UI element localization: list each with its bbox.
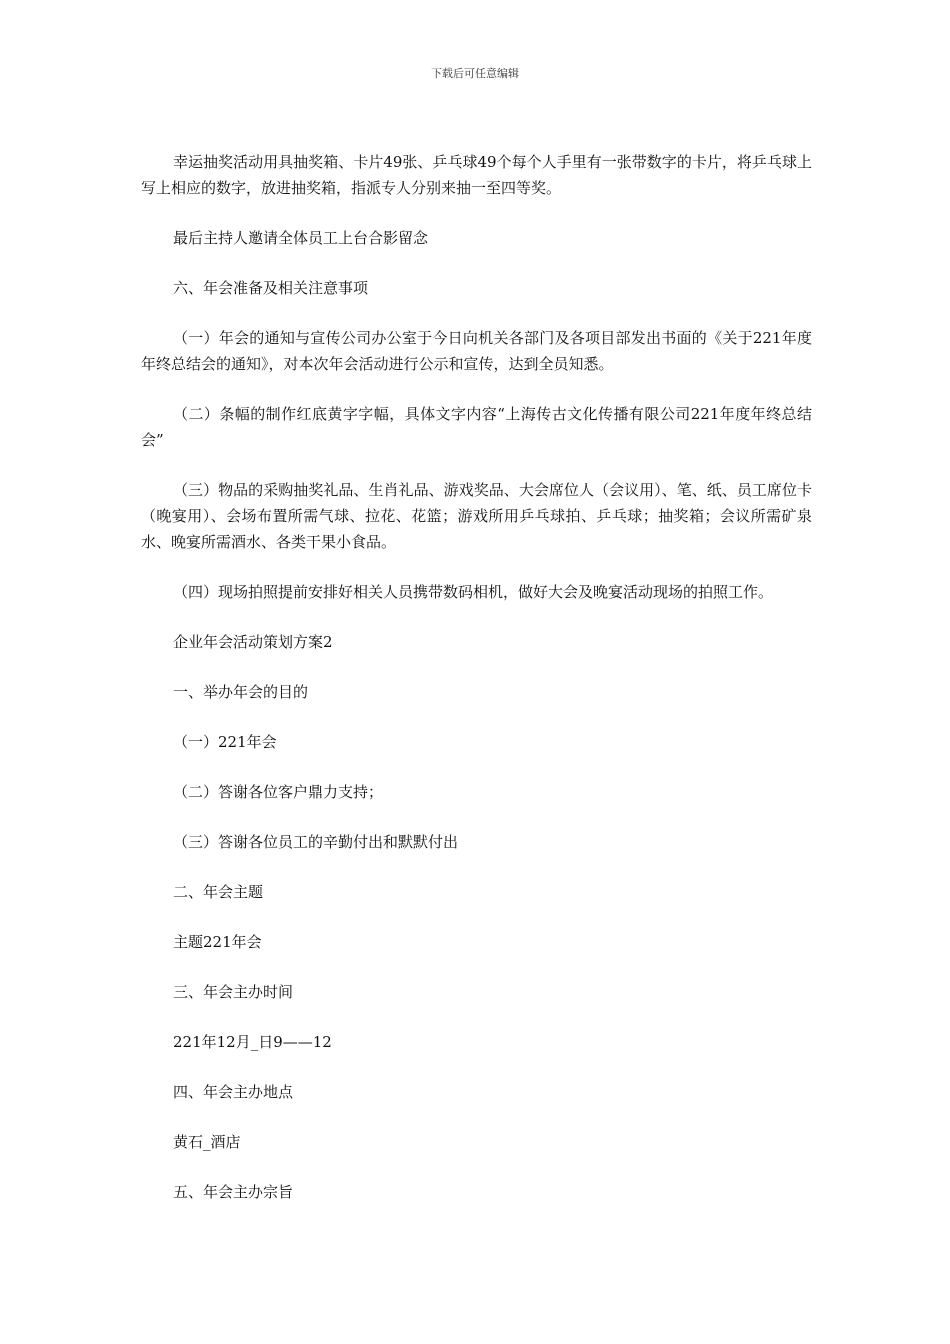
document-body xyxy=(141,149,812,1205)
paragraph-photo: （四）现场拍照提前安排好相关人员携带数码相机，做好大会及晚宴活动现场的拍照工作。 xyxy=(173,583,774,601)
list-item: （三）答谢各位员工的辛勤付出和默默付出 xyxy=(173,833,459,851)
section-heading-6: 六、年会准备及相关注意事项 xyxy=(173,279,369,297)
paragraph-theme: 主题221年会 xyxy=(173,933,262,951)
section-heading-1: 一、举办年会的目的 xyxy=(173,683,309,701)
paragraph-notice: （一）年会的通知与宣传公司办公室于今日向机关各部门及各项目部发出书面的《关于221年度年终总结会的通知》，对本次年会活动进行公示和宣传，达到全员知悉。 xyxy=(141,329,812,373)
list-item: （一）221年会 xyxy=(173,733,277,751)
paragraph-purchase: （三）物品的采购抽奖礼品、生肖礼品、游戏奖品、大会席位人（会议用）、笔、纸、员工席位卡（晚宴用）、会场布置所需气球、拉花、花篮；游戏所用乒乓球拍、乒乓球；抽奖箱；会议所需矿泉水、晚宴所需酒水、各类干果小食品。 xyxy=(141,481,812,551)
paragraph-group-photo: 最后主持人邀请全体员工上台合影留念 xyxy=(173,229,429,247)
section-heading-3: 三、年会主办时间 xyxy=(173,983,294,1001)
section-heading-5: 五、年会主办宗旨 xyxy=(173,1183,294,1201)
section-heading-4: 四、年会主办地点 xyxy=(173,1083,294,1101)
document-subtitle: 企业年会活动策划方案2 xyxy=(173,633,333,651)
paragraph-lottery: 幸运抽奖活动用具抽奖箱、卡片49张、乒乓球49个每个人手里有一张带数字的卡片，将乒乓球上写上相应的数字，放进抽奖箱，指派专人分别来抽一至四等奖。 xyxy=(141,153,812,197)
paragraph-time: 221年12月_日9——12 xyxy=(173,1033,332,1051)
section-heading-2: 二、年会主题 xyxy=(173,883,264,901)
page-header: 下载后可任意编辑 xyxy=(431,67,519,80)
paragraph-banner: （二）条幅的制作红底黄字字幅，具体文字内容“上海传古文化传播有限公司221年度年终总结会” xyxy=(141,405,812,449)
paragraph-location: 黄石_酒店 xyxy=(173,1133,241,1151)
list-item: （二）答谢各位客户鼎力支持； xyxy=(173,783,384,801)
